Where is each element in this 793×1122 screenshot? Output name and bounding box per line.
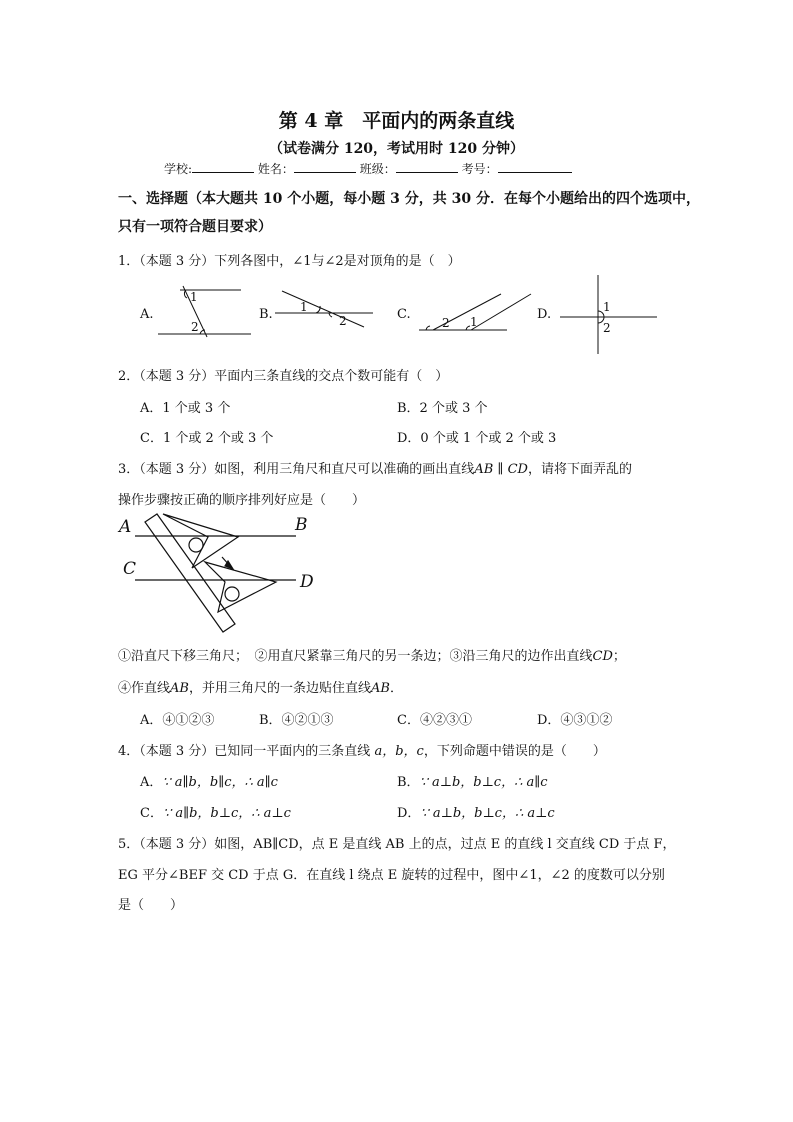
q1-option-b-label: B.	[259, 307, 273, 322]
question-3-stem-line2: 操作步骤按正确的顺序排列好应是（ ）	[118, 493, 366, 508]
q1-option-a-label: A.	[140, 307, 154, 322]
question-4-stem: 4．（本题 3 分）已知同一平面内的三条直线 a，b，c，下列命题中错误的是（ ）	[118, 744, 606, 759]
fig-b-angle-1: 1	[300, 300, 308, 314]
class-label: 班级：	[359, 162, 396, 176]
fig-d-angle-2: 2	[603, 321, 611, 335]
angle-1-symbol: ∠1	[292, 254, 312, 269]
fig-d-angle-1: 1	[603, 300, 611, 314]
fig-label-a: A	[119, 517, 132, 537]
q1-figure-a	[158, 286, 251, 337]
q3-option-d: D．④③①②	[537, 713, 613, 728]
q1-option-c-label: C.	[397, 307, 411, 322]
q4-option-a: A．∵ a∥b，b∥c，∴ a∥c	[140, 775, 278, 790]
question-1-stem: 1．（本题 3 分）下列各图中，∠1与∠2是对顶角的是（ ）	[118, 254, 461, 269]
fig-b-angle-2: 2	[339, 314, 347, 328]
fig-c-angle-1: 1	[470, 315, 478, 329]
fig-a-angle-2: 2	[191, 320, 199, 334]
name-label: 姓名：	[257, 162, 294, 176]
question-3-stem-line1: 3．（本题 3 分）如图，利用三角尺和直尺可以准确的画出直线AB ∥ CD，请将下面弄乱的	[118, 462, 632, 477]
q3-option-b: B．④②①③	[259, 713, 334, 728]
question-2-stem: 2．（本题 3 分）平面内三条直线的交点个数可能有（ ）	[118, 369, 449, 384]
triangle-lower	[205, 562, 276, 612]
q1-figure-c	[419, 294, 531, 330]
fig-label-b: B	[295, 515, 308, 535]
fig-label-c: C	[123, 559, 137, 579]
q2-option-c: C．1 个或 2 个或 3 个	[140, 431, 274, 446]
q3-figure	[117, 514, 314, 632]
q2-option-a: A．1 个或 3 个	[140, 401, 231, 416]
q4-option-b: B．∵ a⊥b，b⊥c，∴ a∥c	[397, 775, 548, 790]
triangle-upper-hole	[189, 538, 203, 552]
exam-subtitle: （试卷满分 120，考试用时 120 分钟）	[268, 141, 525, 157]
triangle-upper	[163, 514, 238, 568]
q4-option-d: D．∵ a⊥b，b⊥c，∴ a⊥c	[397, 806, 555, 821]
q2-option-b: B．2 个或 3 个	[397, 401, 488, 416]
q3-steps-line2: ④作直线AB，并用三角尺的一条边贴住直线AB．	[118, 681, 403, 696]
section-heading-line2: 只有一项符合题目要求）	[118, 219, 272, 235]
question-5-line1: 5．（本题 3 分）如图，AB∥CD，点 E 是直线 AB 上的点，过点 E 的直线 l 交直线 CD 于点 F，	[118, 837, 676, 852]
q2-option-d: D．0 个或 1 个或 2 个或 3	[397, 431, 557, 446]
q1-option-d-label: D.	[537, 307, 552, 322]
fig-label-d: D	[300, 572, 314, 592]
q4-option-c: C．∵ a∥b，b⊥c，∴ a⊥c	[140, 806, 291, 821]
fig-a-angle-1: 1	[190, 290, 198, 304]
fig-c-angle-2: 2	[442, 316, 450, 330]
q1-figure-b	[275, 291, 373, 328]
number-label: 考号：	[461, 162, 498, 176]
q3-option-a: A．④①②③	[140, 713, 215, 728]
section-heading-line1: 一、选择题（本大题共 10 个小题，每小题 3 分，共 30 分．在每个小题给出的四个选项中，	[118, 191, 700, 207]
school-label: 学校:	[164, 162, 193, 176]
q3-option-c: C．④②③①	[397, 713, 472, 728]
q3-steps-line1: ①沿直尺下移三角尺； ②用直尺紧靠三角尺的另一条边；③沿三角尺的边作出直线CD；	[118, 649, 626, 664]
question-5-line2: EG 平分∠BEF 交 CD 于点 G．在直线 l 绕点 E 旋转的过程中，图中∠1，∠2 的度数可以分别	[118, 868, 665, 883]
question-5-line3: 是（ ）	[118, 898, 184, 913]
triangle-lower-hole	[225, 587, 239, 601]
q1-figure-d	[560, 275, 657, 354]
angle-2-symbol: ∠2	[324, 254, 344, 269]
page-title: 第 4 章 平面内的两条直线	[278, 110, 515, 132]
